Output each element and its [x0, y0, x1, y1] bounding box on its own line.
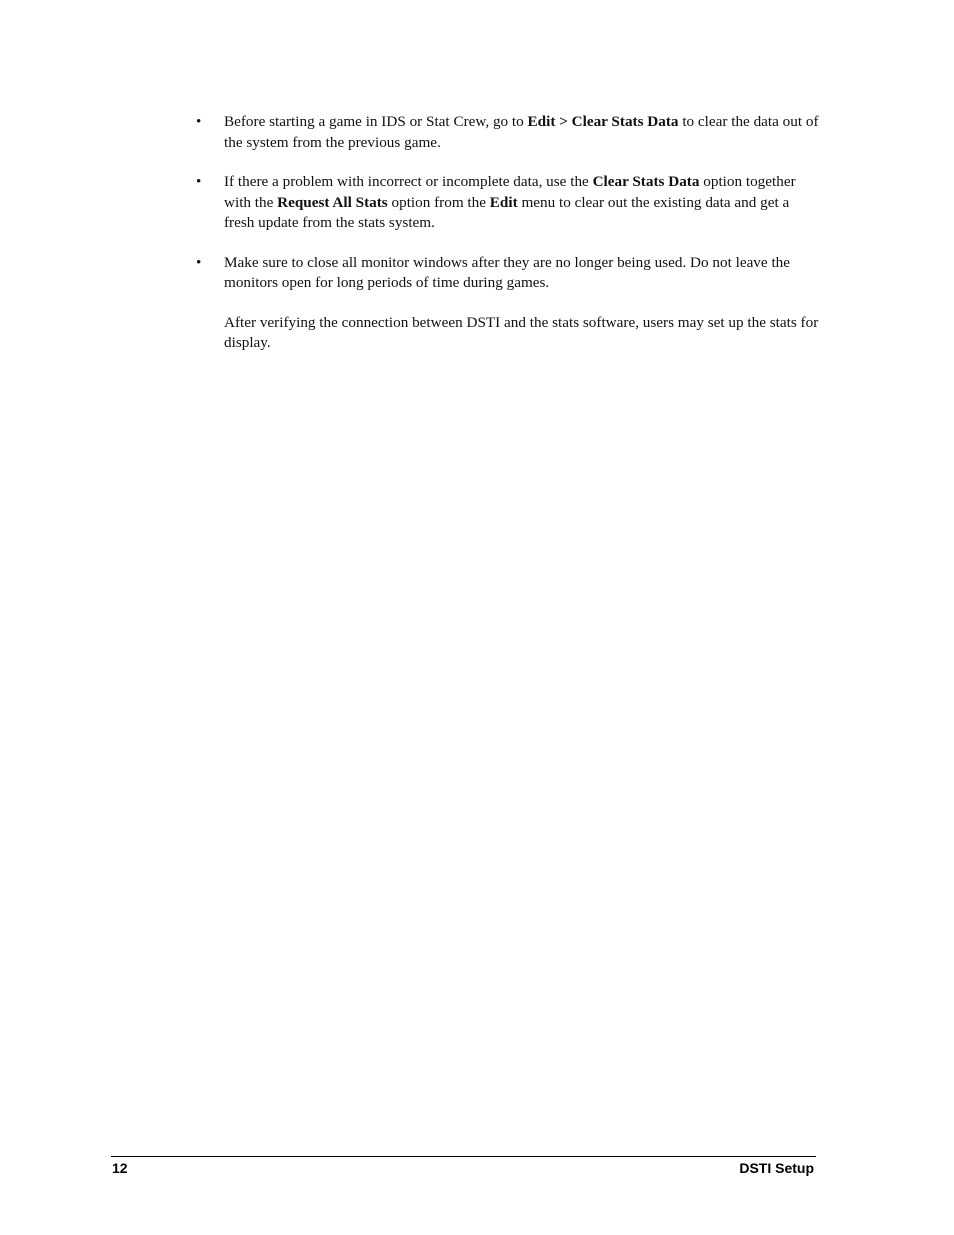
document-body	[196, 112, 821, 369]
bullet-text: Before starting a game in IDS or Stat Crew, go to Edit > Clear Stats Data to clear the data out of the system from the previous game.	[224, 113, 819, 151]
bullet-item-clear-stats	[196, 112, 821, 153]
bullet-text: If there a problem with incorrect or incomplete data, use the Clear Stats Data option together with the Request All Stats option from the Edit menu to clear out the existing data and get a fresh update from the stats system.	[224, 173, 796, 231]
bullet-text: Make sure to close all monitor windows after they are no longer being used. Do not leave the monitors open for long periods of time during games.	[224, 253, 790, 291]
section-title: DSTI Setup	[739, 1160, 814, 1176]
bullet-icon: •	[196, 113, 202, 130]
bullet-icon: •	[196, 253, 202, 271]
footer-divider	[111, 1156, 816, 1157]
page-number: 12	[112, 1160, 128, 1176]
closing-paragraph: After verifying the connection between DSTI and the stats software, users may set up the stats for display.	[224, 313, 819, 351]
option-clear-stats-data: Clear Stats Data	[592, 173, 700, 190]
menu-edit: Edit	[489, 193, 518, 211]
bullet-item-incorrect-data	[196, 172, 821, 234]
bullet-item-close-monitors	[196, 253, 821, 294]
menu-path-edit-clear-stats: Edit > Clear Stats Data	[527, 113, 679, 130]
option-request-all-stats: Request All Stats	[277, 193, 388, 211]
bullet-icon: •	[196, 173, 202, 190]
